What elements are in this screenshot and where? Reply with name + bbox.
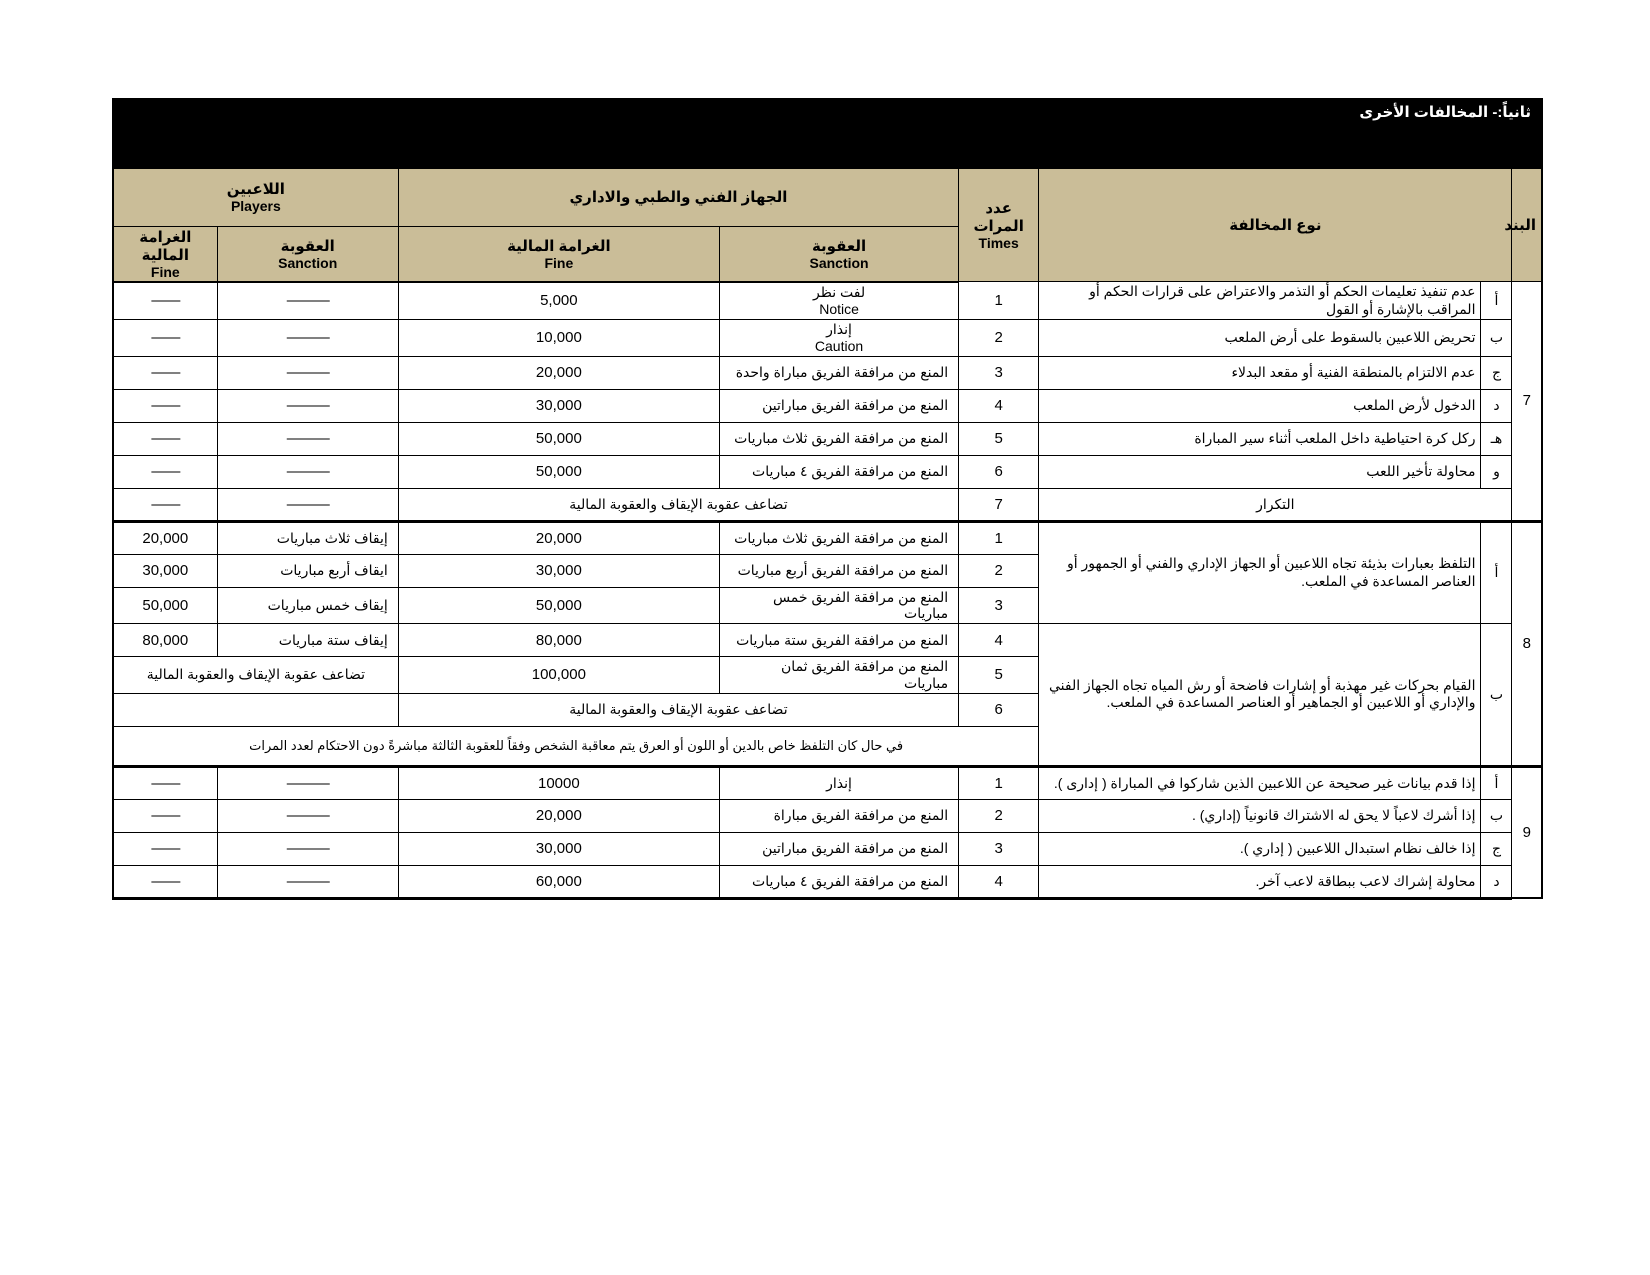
table-header (113, 168, 1542, 282)
times-value: 6 (959, 693, 1039, 726)
header-player-sanction (217, 226, 398, 282)
player-sanction-value: ——— (217, 320, 398, 357)
header-violation-type: نوع المخالفة (1039, 168, 1512, 282)
header-staff-fine (398, 226, 719, 282)
staff-sanction-value (719, 282, 958, 320)
staff-sanction-value (719, 799, 958, 832)
player-sanction-value: إيقاف ستة مباريات (217, 624, 398, 657)
staff-sanction-value (719, 356, 958, 389)
staff-sanction-value (719, 389, 958, 422)
staff-merged-penalty: تضاعف عقوبة الإيقاف والعقوبة المالية (398, 693, 958, 726)
player-fine-value: —— (113, 766, 217, 799)
times-value: 3 (959, 356, 1039, 389)
header-group-row (113, 168, 1542, 226)
header-times-ar: عدد المرات (973, 200, 1024, 235)
staff-fine-value: 100,000 (398, 657, 719, 694)
note-text: في حال كان التلفظ خاص بالدين أو اللون أو العرق يتم معاقبة الشخص وفقاً للعقوبة الثالثة مباشرةً دون الاحتكام لعدد المرات (113, 726, 1039, 766)
times-value: 2 (959, 320, 1039, 357)
player-fine-value: 80,000 (113, 624, 217, 657)
player-fine-value: 50,000 (113, 587, 217, 624)
clause-number: 7 (1512, 282, 1542, 522)
violation-letter: ب (1481, 320, 1512, 357)
table-row (113, 832, 1542, 865)
violation-letter: ج (1481, 832, 1512, 865)
violation-letter: ج (1481, 356, 1512, 389)
table-row (113, 865, 1542, 898)
table-row (113, 766, 1542, 799)
violation-text: تحريض اللاعبين بالسقوط على أرض الملعب (1039, 320, 1481, 357)
staff-sanction-en-value: Notice (819, 300, 859, 317)
player-sanction-value: ——— (217, 455, 398, 488)
violations-document (112, 98, 1543, 900)
times-value: 7 (959, 488, 1039, 521)
staff-sanction-ar-value: المنع من مرافقة الفريق مباراة (773, 807, 949, 824)
times-value: 2 (959, 554, 1039, 587)
staff-sanction-value (719, 521, 958, 554)
table-row (113, 488, 1542, 521)
violations-table-body (113, 282, 1542, 899)
violation-letter: هـ (1481, 422, 1512, 455)
staff-sanction-en: Sanction (809, 254, 869, 271)
staff-sanction-ar-value: المنع من مرافقة الفريق ثلاث مباريات (734, 529, 949, 546)
section-title: ثانياً:- المخالفات الأخرى (1359, 104, 1531, 121)
player-sanction-value: ——— (217, 488, 398, 521)
staff-sanction-value (719, 865, 958, 898)
violation-letter: ب (1481, 799, 1512, 832)
violations-table (112, 167, 1543, 900)
header-players-en: Players (230, 198, 281, 215)
times-value: 2 (959, 799, 1039, 832)
times-value: 3 (959, 832, 1039, 865)
violation-letter: أ (1481, 282, 1512, 320)
player-fine-value: —— (113, 488, 217, 521)
staff-sanction-value (719, 624, 958, 657)
table-row (113, 799, 1542, 832)
staff-sanction-value (719, 422, 958, 455)
violation-text: محاولة إشراك لاعب ببطاقة لاعب آخر. (1039, 865, 1481, 898)
header-times (959, 168, 1039, 282)
player-sanction-value: ——— (217, 389, 398, 422)
violation-text: عدم تنفيذ تعليمات الحكم أو التذمر والاعتراض على قرارات الحكم أو المراقب بالإشارة أو القول (1039, 282, 1481, 320)
violation-letter: د (1481, 865, 1512, 898)
player-fine-value: —— (113, 455, 217, 488)
player-sanction-value: إيقاف خمس مباريات (217, 587, 398, 624)
staff-sanction-ar-value: المنع من مرافقة الفريق ٤ مباريات (752, 463, 949, 480)
staff-fine-value: 80,000 (398, 624, 719, 657)
times-value: 5 (959, 657, 1039, 694)
staff-sanction-value (719, 320, 958, 357)
player-fine-value: —— (113, 422, 217, 455)
player-fine-value: —— (113, 865, 217, 898)
staff-sanction-value (719, 554, 958, 587)
staff-sanction-ar-value: المنع من مرافقة الفريق مباراتين (762, 397, 949, 414)
violation-text: إذا أشرك لاعباً لا يحق له الاشتراك قانونياً (إداري) . (1039, 799, 1481, 832)
staff-fine-value: 20,000 (398, 799, 719, 832)
staff-sanction-ar-value: المنع من مرافقة الفريق ثمان مباريات (781, 658, 949, 691)
player-sanction-value: ——— (217, 832, 398, 865)
player-fine-en: Fine (150, 263, 180, 280)
staff-fine-value: 30,000 (398, 554, 719, 587)
violation-text: التكرار (1039, 488, 1512, 521)
staff-sanction-ar-value: المنع من مرافقة الفريق مباراة واحدة (735, 364, 949, 381)
table-row (113, 455, 1542, 488)
staff-sanction-ar-value: المنع من مرافقة الفريق أربع مباريات (737, 562, 949, 579)
staff-sanction-ar-value: المنع من مرافقة الفريق ثلاث مباريات (734, 430, 949, 447)
player-fine-value: —— (113, 832, 217, 865)
table-row (113, 282, 1542, 320)
violation-text: محاولة تأخير اللعب (1039, 455, 1481, 488)
staff-fine-value: 30,000 (398, 389, 719, 422)
staff-sanction-ar-value: المنع من مرافقة الفريق خمس مباريات (772, 588, 949, 622)
violation-text: إذا خالف نظام استبدال اللاعبين ( إداري ). (1039, 832, 1481, 865)
staff-sanction-ar-value: المنع من مرافقة الفريق ستة مباريات (736, 631, 949, 648)
player-sanction-value: إيقاف ثلاث مباريات (217, 521, 398, 554)
player-sanction-value: ——— (217, 282, 398, 320)
table-row (113, 320, 1542, 357)
staff-sanction-ar-value: إنذار (826, 321, 852, 337)
staff-fine-value: 20,000 (398, 521, 719, 554)
times-value: 4 (959, 389, 1039, 422)
staff-sanction-value (719, 766, 958, 799)
clause-number: 9 (1512, 766, 1542, 898)
times-value: 4 (959, 624, 1039, 657)
staff-fine-value: 5,000 (398, 282, 719, 320)
player-fine-value: —— (113, 356, 217, 389)
player-merged-penalty: تضاعف عقوبة الإيقاف والعقوبة المالية (113, 657, 398, 694)
table-row (113, 422, 1542, 455)
staff-fine-value: 50,000 (398, 455, 719, 488)
player-sanction-ar: العقوبة (280, 237, 335, 255)
violation-letter: أ (1481, 766, 1512, 799)
player-sanction-value: ايقاف أربع مباريات (217, 554, 398, 587)
header-times-en: Times (978, 235, 1019, 251)
header-player-fine (113, 226, 217, 282)
violation-text: القيام بحركات غير مهذبة أو إشارات فاضحة أو رش المياه تجاه الجهاز الفني والإداري أو اللاعبين أو الجماهير أو العناصر المساعدة في الملعب. (1039, 624, 1481, 767)
times-value: 6 (959, 455, 1039, 488)
staff-fine-value: 30,000 (398, 832, 719, 865)
header-clause: البند (1512, 168, 1542, 282)
header-players-ar: اللاعبين (226, 181, 285, 199)
staff-fine-value: 50,000 (398, 587, 719, 624)
staff-sanction-value (719, 455, 958, 488)
staff-sanction-ar-value: لفت نظر (813, 283, 866, 300)
violation-letter: و (1481, 455, 1512, 488)
header-players-group (113, 168, 398, 226)
staff-fine-ar: الغرامة المالية (507, 237, 611, 255)
times-value: 3 (959, 587, 1039, 624)
player-sanction-value: ——— (217, 356, 398, 389)
player-sanction-value: ——— (217, 865, 398, 898)
violation-text: إذا قدم بيانات غير صحيحة عن اللاعبين الذين شاركوا في المباراة ( إدارى ). (1039, 766, 1481, 799)
clause-number: 8 (1512, 521, 1542, 766)
times-value: 1 (959, 282, 1039, 320)
table-row (113, 624, 1542, 657)
staff-sanction-value (719, 657, 958, 694)
player-merged-penalty (113, 693, 398, 726)
staff-sanction-ar-value: المنع من مرافقة الفريق ٤ مباريات (752, 872, 949, 889)
player-fine-value: 20,000 (113, 521, 217, 554)
violation-text: ركل كرة احتياطية داخل الملعب أثناء سير المباراة (1039, 422, 1481, 455)
player-fine-value: —— (113, 389, 217, 422)
staff-fine-en: Fine (544, 254, 574, 271)
player-fine-value: 30,000 (113, 554, 217, 587)
violation-letter: ب (1481, 624, 1512, 767)
violation-letter: أ (1481, 521, 1512, 624)
player-fine-value: —— (113, 799, 217, 832)
table-row (113, 389, 1542, 422)
player-fine-ar: الغرامة المالية (139, 228, 192, 264)
times-value: 1 (959, 521, 1039, 554)
staff-fine-value: 50,000 (398, 422, 719, 455)
header-staff-group: الجهاز الفني والطبي والاداري (398, 168, 958, 226)
player-sanction-value: ——— (217, 422, 398, 455)
staff-fine-value: 60,000 (398, 865, 719, 898)
staff-sanction-ar-value: المنع من مرافقة الفريق مباراتين (762, 840, 949, 857)
header-staff-sanction (719, 226, 958, 282)
player-fine-value: —— (113, 320, 217, 357)
staff-sanction-value (719, 832, 958, 865)
staff-sanction-ar-value: إنذار (826, 774, 852, 791)
staff-fine-value: 10000 (398, 766, 719, 799)
violation-text: الدخول لأرض الملعب (1039, 389, 1481, 422)
staff-fine-value: 10,000 (398, 320, 719, 357)
times-value: 5 (959, 422, 1039, 455)
staff-sanction-value (719, 587, 958, 624)
staff-sanction-en-value: Caution (814, 337, 864, 354)
staff-fine-value: 20,000 (398, 356, 719, 389)
violation-text: عدم الالتزام بالمنطقة الفنية أو مقعد البدلاء (1039, 356, 1481, 389)
player-sanction-value: ——— (217, 799, 398, 832)
times-value: 1 (959, 766, 1039, 799)
staff-sanction-ar: العقوبة (811, 237, 867, 255)
player-sanction-en: Sanction (278, 254, 338, 271)
table-row (113, 521, 1542, 554)
player-fine-value: —— (113, 282, 217, 320)
staff-merged-penalty: تضاعف عقوبة الإيقاف والعقوبة المالية (398, 488, 958, 521)
times-value: 4 (959, 865, 1039, 898)
violation-text: التلفظ بعبارات بذيئة تجاه اللاعبين أو الجهاز الإداري والفني أو الجمهور أو العناصر المساعدة في الملعب. (1039, 521, 1481, 624)
section-title-bar (112, 98, 1543, 167)
violation-letter: د (1481, 389, 1512, 422)
table-row (113, 356, 1542, 389)
player-sanction-value: ——— (217, 766, 398, 799)
